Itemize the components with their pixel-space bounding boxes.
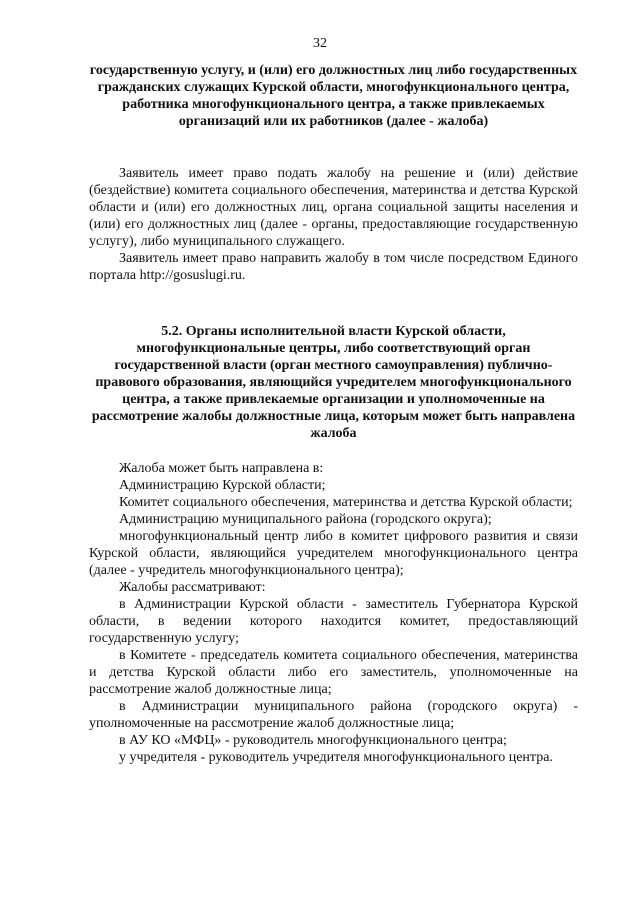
list-item: Администрацию муниципального района (городского округа); [119, 512, 492, 527]
list-item: в АУ КО «МФЦ» - руководитель многофункционального центра; [119, 733, 507, 748]
paragraph: Заявитель имеет право подать жалобу на решение и (или) действие (бездействие) комитета социального обеспечения, материнства и детства Курской области и (или) его должностных лиц, органа социальной защиты населения и (или) его должностных лиц (далее - органы, предоставляющие государственную услугу), либо муниципального служащего. [89, 166, 578, 249]
list-item: Комитет социального обеспечения, материнства и детства Курской области; [119, 495, 573, 510]
heading-text: 5.2. Органы исполнительной власти Курской области, многофункциональные центры, либо соответствующий орган государственной власти (орган местного самоуправления) публично-правового образования, являющийся учредителем многофункционального центра, а также привлекаемые организации и уполномоченные на рассмотрение жалобы должностные лица, которым может быть направлена жалоба [91, 324, 576, 441]
section-5-2-heading [89, 323, 578, 442]
list-item: в Комитете - председатель комитета социального обеспечения, материнства и детства Курской области либо его заместитель, уполномоченные на рассмотрение жалоб должностные лица; [89, 648, 578, 697]
list-item: в Администрации муниципального района (городского округа) - уполномоченные на рассмотрение жалоб должностные лица; [89, 699, 578, 731]
list-item: многофункциональный центр либо в комитет цифрового развития и связи Курской области, являющийся учредителем многофункционального центра (далее - учредитель многофункционального центра); [89, 529, 578, 578]
section-5-2-body [89, 460, 578, 766]
section-5-1-body [89, 165, 578, 284]
section-heading-continued [89, 62, 578, 130]
page-number: 32 [313, 36, 327, 51]
paragraph: Жалобы рассматривают: [119, 580, 266, 595]
paragraph: Заявитель имеет право направить жалобу в том числе посредством Единого портала http://gosuslugi.ru. [89, 251, 578, 283]
paragraph: Жалоба может быть направлена в: [119, 461, 324, 476]
list-item: Администрацию Курской области; [119, 478, 326, 493]
list-item: в Администрации Курской области - заместитель Губернатора Курской области, в ведении которого находится комитет, предоставляющий государственную услугу; [89, 597, 578, 646]
list-item: у учредителя - руководитель учредителя многофункционального центра. [119, 750, 553, 765]
heading-text: государственную услугу, и (или) его должностных лиц либо государственных гражданских служащих Курской области, многофункционального центра, работника многофункционального центра, а также привлекаемых организаций или их работников (далее - жалоба) [89, 63, 578, 129]
